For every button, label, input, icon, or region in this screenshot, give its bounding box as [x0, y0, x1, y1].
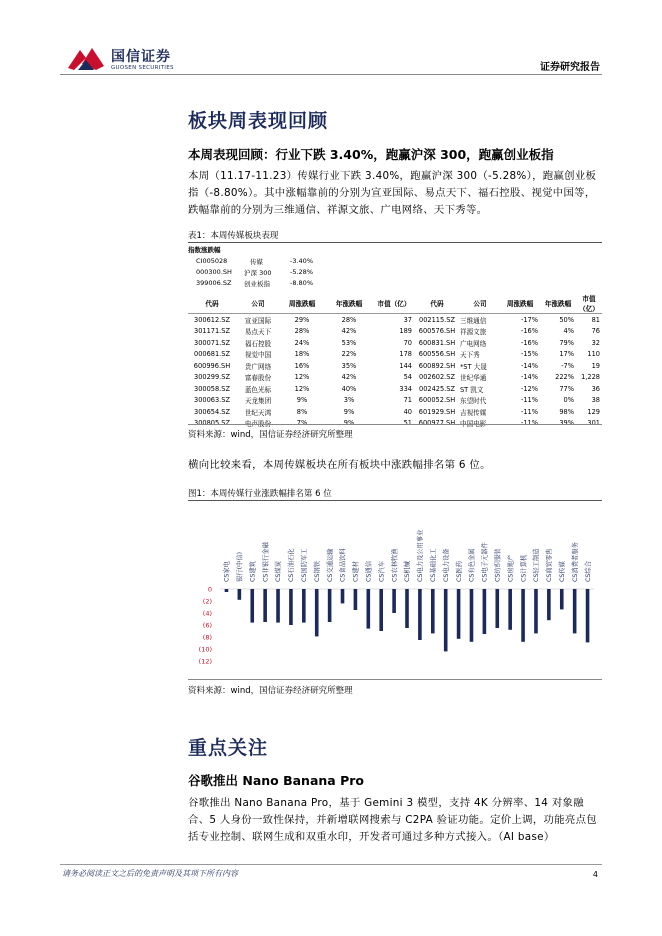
category-label: 银行(中信) — [236, 551, 244, 582]
category-label: CS电子元器件 — [481, 542, 489, 582]
table-header-row — [188, 293, 602, 314]
col-header: 年涨跌幅 — [324, 293, 374, 314]
category-label: CS商贸零售 — [546, 548, 554, 582]
table-cell: 301 — [587, 419, 600, 428]
weekly-review-subtitle: 本周表现回顾：行业下跌 3.40%，跑赢沪深 300，跑赢创业板指 — [188, 147, 554, 162]
table-cell: 54 — [403, 373, 412, 382]
table-cell: 002425.SZ — [419, 384, 455, 393]
table-cell: 24% — [294, 338, 310, 347]
table-cell: 50% — [559, 315, 574, 324]
table-row — [188, 337, 602, 349]
table-cell: 29% — [294, 315, 310, 324]
table-cell: 17% — [559, 350, 574, 359]
table-source: 资料来源：wind，国信证券经济研究所整理 — [188, 430, 353, 440]
chart-caption: 图1：本周传媒行业涨跌幅排名第 6 位 — [188, 489, 332, 499]
index-name: 传媒 — [250, 258, 263, 266]
table-bottom-rule — [188, 424, 602, 425]
bar-CS非银行金融 — [263, 589, 267, 622]
table-caption: 表1：本周传媒板块表现 — [188, 231, 279, 241]
table-cell: 300805.SZ — [194, 419, 230, 428]
index-code: 000300.SH — [196, 268, 232, 276]
bar-CS国防军工 — [302, 589, 306, 623]
table-cell: 1,228 — [581, 373, 600, 382]
category-label: CS煤炭 — [275, 561, 283, 582]
table-cell: 电声股份 — [244, 420, 272, 429]
table-cell: 9% — [343, 419, 355, 428]
table-cell: -16% — [520, 338, 538, 347]
logo-text: 国信证券 — [111, 49, 171, 65]
table-cell: 40% — [341, 384, 357, 393]
table-cell: 189 — [399, 327, 412, 336]
table-cell: 600996.SH — [193, 361, 231, 370]
bar-CS食品饮料 — [341, 589, 345, 603]
index-change: -5.28% — [290, 268, 313, 276]
category-label: CS非银行金融 — [262, 542, 270, 582]
index-change: -8.80% — [290, 279, 313, 287]
table-cell: 300299.SZ — [194, 373, 230, 382]
table-cell: 中国电影 — [460, 420, 487, 429]
table-cell: -11% — [520, 407, 538, 416]
table-cell: 144 — [399, 361, 412, 370]
table-cell: 19 — [591, 361, 600, 370]
guosen-logo-icon — [66, 44, 106, 72]
table-cell: 601929.SH — [418, 407, 456, 416]
table-top-rule — [188, 242, 602, 243]
bar-CS建材 — [354, 589, 358, 610]
table-cell: 000681.SZ — [194, 350, 230, 359]
category-label: CS基础化工 — [429, 548, 437, 582]
col-header: 公司 — [236, 293, 280, 314]
bar-CS医药 — [457, 589, 461, 639]
bar-CS房地产 — [508, 589, 512, 630]
table-cell: 广电网络 — [460, 339, 487, 348]
table-cell: 蓝色光标 — [244, 385, 272, 394]
bar-CS轻工制造 — [534, 589, 538, 633]
category-label: CS轻工制造 — [533, 548, 541, 582]
category-label: CS综合 — [584, 561, 592, 582]
table-cell: 富春股份 — [244, 374, 272, 383]
table-cell: 53% — [341, 338, 357, 347]
bar-CS交通运输 — [328, 589, 332, 622]
header-divider — [60, 74, 602, 75]
category-label: CS建筑 — [249, 561, 257, 582]
table-cell: 22% — [341, 350, 357, 359]
index-code: 399006.SZ — [196, 279, 232, 287]
table-cell: -17% — [520, 315, 538, 324]
table-cell: 300612.SZ — [194, 315, 230, 324]
table-cell: 98% — [559, 407, 574, 416]
table-cell: 334 — [399, 384, 412, 393]
table-cell: 600892.SH — [418, 361, 456, 370]
table-cell: 70 — [403, 338, 412, 347]
bar-CS消费者服务 — [573, 589, 577, 633]
y-tick-label: 0 — [207, 585, 212, 594]
table-cell: -7% — [561, 361, 574, 370]
table-cell: 世纪天鸿 — [244, 408, 272, 417]
weekly-review-paragraph: 本周（11.17-11.23）传媒行业下跌 3.40%，跑赢沪深 300（-5.28%），跑赢创业板指（-8.80%）。其中涨幅靠前的分别为宣亚国际、易点天下、福石控股、视觉中国等，跌幅靠前的分别为三维通信、祥源文旅、广电网络、天下秀等。 — [188, 170, 597, 216]
table-cell: 600831.SH — [418, 338, 456, 347]
table-cell: 东望时代 — [460, 397, 487, 406]
key-focus-paragraph: 谷歌推出 Nano Banana Pro，基于 Gemini 3 模型，支持 4K 分辨率、14 对象融合、5 人身份一致性保持，并新增联网搜索与 C2PA 验证功能。定价上调，功能亮点包括专业控制、联网生成和双重水印，开发者可通过多种方式接入。（AI base） — [188, 797, 597, 843]
table-cell: 71 — [403, 396, 412, 405]
bar-CS煤炭 — [276, 589, 280, 623]
table-cell: 36 — [591, 384, 600, 393]
category-label: CS消费者服务 — [571, 542, 579, 582]
table-cell: 28% — [294, 327, 310, 336]
table-cell: -14% — [520, 373, 538, 382]
table-cell: 40 — [403, 407, 412, 416]
chart-bottom-rule — [188, 679, 602, 680]
bar-CS有色金属 — [470, 589, 474, 642]
chart-source: 资料来源：wind，国信证券经济研究所整理 — [188, 686, 353, 696]
table-cell: 300654.SZ — [194, 407, 230, 416]
col-header: 周涨跌幅 — [280, 293, 324, 314]
table-row — [188, 314, 602, 326]
table-cell: 4% — [563, 327, 574, 336]
bar-CS钢铁 — [315, 589, 319, 636]
table-cell: 81 — [591, 315, 600, 324]
bar-CS计算机 — [521, 589, 525, 642]
table-cell: 福石控股 — [244, 339, 272, 348]
table-cell: 三维通信 — [460, 316, 487, 325]
category-label: CS建材 — [352, 561, 360, 582]
table-cell: 16% — [294, 361, 310, 370]
table-cell: 002115.SZ — [419, 315, 455, 324]
index-change: -3.40% — [290, 257, 313, 265]
category-label: CS电力设备 — [442, 548, 450, 582]
table-cell: 天龙集团 — [244, 397, 272, 406]
category-label: CS交通运输 — [326, 548, 334, 582]
y-tick-label: (4) — [202, 609, 212, 618]
table-cell: 37 — [403, 315, 412, 324]
col-header: 公司 — [460, 293, 500, 314]
index-name: 沪深 300 — [244, 269, 272, 277]
table-cell: 0% — [563, 396, 574, 405]
table-cell: 8% — [296, 407, 308, 416]
table-cell: 世纪华通 — [460, 374, 487, 383]
table-cell: 吉视传媒 — [460, 408, 487, 417]
index-header: 指数涨跌幅 — [188, 246, 221, 254]
table-cell: 宣亚国际 — [244, 316, 272, 325]
table-cell: 51 — [403, 419, 412, 428]
table-cell: 178 — [399, 350, 412, 359]
footer-disclaimer: 请务必阅读正文之后的免责声明及其项下所有内容 — [62, 869, 238, 878]
col-header: 年涨跌幅 — [540, 293, 576, 314]
bar-CS综合 — [586, 589, 590, 642]
table-cell: -14% — [520, 361, 538, 370]
table-cell: 300058.SZ — [194, 384, 230, 393]
table-cell: 视觉中国 — [244, 351, 272, 360]
table-cell: 3% — [343, 396, 355, 405]
table-cell: 7% — [296, 419, 308, 428]
bar-CS基础化工 — [431, 589, 435, 633]
section-title-key-focus: 重点关注 — [188, 737, 269, 759]
table-cell: 002602.SZ — [419, 373, 455, 382]
table-cell: 祥源文旅 — [460, 328, 487, 337]
table-cell: 易点天下 — [244, 328, 272, 337]
table-cell: 天下秀 — [460, 351, 480, 360]
index-name: 创业板指 — [244, 280, 270, 288]
report-type-label: 证券研究报告 — [540, 62, 600, 73]
table-cell: 129 — [587, 407, 600, 416]
table-row — [188, 326, 602, 338]
footer-divider — [60, 864, 602, 865]
key-focus-subtitle: 谷歌推出 Nano Banana Pro — [188, 773, 364, 788]
table-cell: 300071.SZ — [194, 338, 230, 347]
table-cell: 28% — [341, 315, 357, 324]
table-cell: -15% — [520, 350, 538, 359]
page-number: 4 — [592, 870, 598, 879]
table-cell: 18% — [294, 350, 310, 359]
table-cell: 301171.SZ — [194, 327, 230, 336]
category-label: CS通信 — [365, 561, 373, 582]
category-label: CS计算机 — [520, 554, 528, 582]
table-cell: -11% — [520, 419, 538, 428]
comparison-paragraph: 横向比较来看，本周传媒板块在所有板块中涨跌幅排名第 6 位。 — [188, 459, 491, 471]
table-cell: 600556.SH — [418, 350, 456, 359]
bar-CS电力设备 — [444, 589, 448, 651]
table-cell: 600977.SH — [418, 419, 456, 428]
bar-CS汽车 — [379, 589, 383, 631]
category-label: CS石油石化 — [288, 548, 296, 582]
bar-CS传媒 — [560, 589, 564, 609]
col-header: 市值（亿） — [374, 293, 414, 314]
bar-CS建筑 — [250, 589, 254, 623]
table-cell: 42% — [341, 327, 357, 336]
table-cell: -16% — [520, 327, 538, 336]
industry-bar-chart — [188, 503, 602, 675]
section-title-weekly-review: 板块周表现回顾 — [188, 110, 329, 132]
category-label: CS房地产 — [507, 554, 515, 582]
table-cell: 77% — [559, 384, 574, 393]
table-cell: 79% — [559, 338, 574, 347]
bar-CS电子元器件 — [483, 589, 487, 634]
bar-CS农林牧渔 — [392, 589, 396, 613]
table-cell: 12% — [294, 373, 310, 382]
table-row — [188, 349, 602, 361]
table-cell: 76 — [591, 327, 600, 336]
category-label: CS家电 — [223, 561, 231, 582]
chart-top-rule — [188, 500, 602, 501]
category-label: CS国防军工 — [301, 548, 309, 582]
table-cell: 9% — [296, 396, 308, 405]
bar-CS商贸零售 — [547, 589, 551, 620]
y-tick-label: (12) — [198, 657, 212, 666]
bar-银行(中信) — [238, 589, 242, 600]
y-tick-label: (2) — [202, 597, 212, 606]
table-cell: 42% — [341, 373, 357, 382]
col-header: 代码 — [188, 293, 236, 314]
y-tick-label: (8) — [202, 633, 212, 642]
category-label: CS医药 — [455, 561, 463, 582]
table-cell: 贵广网络 — [244, 362, 272, 371]
category-label: CS食品饮料 — [339, 548, 347, 582]
table-cell: 35% — [341, 361, 357, 370]
table-cell: ST 凯文 — [460, 385, 484, 394]
category-label: CS电力及公用事业 — [417, 529, 425, 582]
sector-performance-table — [188, 293, 602, 429]
bar-CS纺织服装 — [495, 589, 499, 628]
table-cell: 222% — [555, 373, 574, 382]
table-cell: 9% — [343, 407, 355, 416]
y-tick-label: (6) — [202, 621, 212, 630]
col-header: 市值（亿） — [576, 293, 602, 314]
table-cell: 300063.SZ — [194, 396, 230, 405]
table-cell: -11% — [520, 396, 538, 405]
bar-CS通信 — [367, 589, 371, 629]
bar-CS电力及公用事业 — [418, 589, 422, 640]
index-code: CI005028 — [196, 257, 228, 265]
table-row — [188, 406, 602, 418]
table-cell: -12% — [520, 384, 538, 393]
category-label: CS机械 — [404, 561, 412, 582]
category-label: CS纺织服装 — [494, 548, 502, 582]
logo-subtext: GUOSEN SECURITIES — [111, 65, 174, 71]
table-row — [188, 395, 602, 407]
table-row — [188, 360, 602, 372]
category-label: CS农林牧渔 — [391, 548, 399, 582]
table-cell: *ST 大晟 — [460, 362, 487, 371]
category-label: CS传媒 — [558, 561, 566, 582]
table-cell: 12% — [294, 384, 310, 393]
bar-CS石油石化 — [289, 589, 293, 625]
table-cell: 110 — [587, 350, 600, 359]
table-cell: 32 — [591, 338, 600, 347]
bar-CS家电 — [225, 589, 229, 592]
table-cell: 600052.SH — [418, 396, 456, 405]
col-header: 代码 — [414, 293, 460, 314]
table-cell: 38 — [591, 396, 600, 405]
category-label: CS钢铁 — [313, 561, 321, 582]
category-label: CS汽车 — [378, 561, 386, 582]
table-cell: 600576.SH — [418, 327, 456, 336]
table-row — [188, 372, 602, 384]
table-row — [188, 383, 602, 395]
bar-CS机械 — [405, 589, 409, 628]
col-header: 周涨跌幅 — [500, 293, 540, 314]
category-label: CS有色金属 — [468, 548, 476, 582]
y-tick-label: (10) — [198, 645, 212, 654]
table-cell: 39% — [559, 419, 574, 428]
